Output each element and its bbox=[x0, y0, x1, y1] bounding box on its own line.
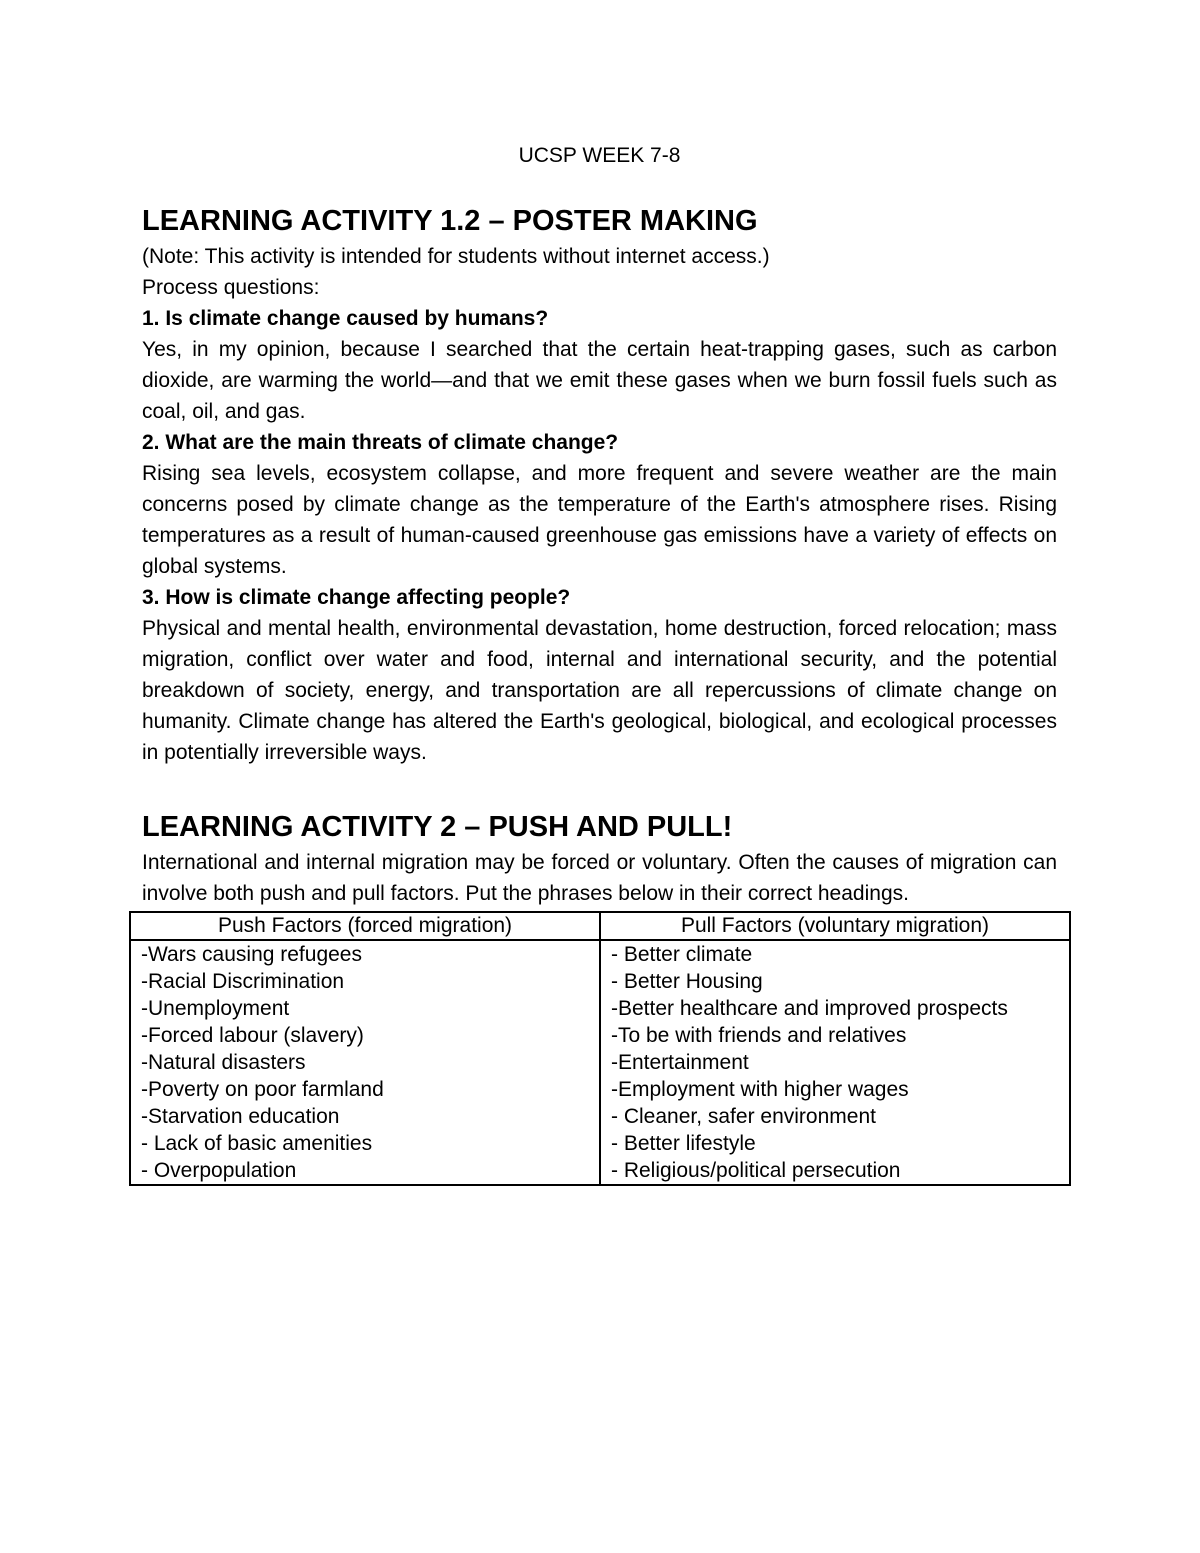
process-questions-label: Process questions: bbox=[142, 276, 320, 299]
document-page bbox=[142, 142, 1057, 1186]
section-spacer bbox=[142, 768, 1057, 810]
activity2-heading: LEARNING ACTIVITY 2 – PUSH AND PULL! bbox=[142, 811, 733, 843]
push-factor-item: -Poverty on poor farmland bbox=[141, 1078, 384, 1101]
activity2-intro: International and internal migration may be forced or voluntary. Often the causes of migration can involve both push and pull factors. Put the phrases below in their correct headings. bbox=[142, 851, 1057, 905]
question-3: 3. How is climate change affecting people? bbox=[142, 586, 571, 609]
push-factor-item: -Starvation education bbox=[141, 1105, 340, 1128]
push-factor-item: -Wars causing refugees bbox=[141, 943, 362, 966]
table-row bbox=[130, 940, 1070, 1185]
push-pull-table bbox=[129, 911, 1071, 1186]
pull-factors-header: Pull Factors (voluntary migration) bbox=[600, 912, 1070, 940]
question-2: 2. What are the main threats of climate change? bbox=[142, 431, 619, 454]
pull-factor-item: -Employment with higher wages bbox=[611, 1078, 909, 1101]
pull-factor-item: -Better healthcare and improved prospects bbox=[611, 997, 1008, 1020]
pull-factor-item: -Entertainment bbox=[611, 1051, 749, 1074]
table-header-row bbox=[130, 912, 1070, 940]
pull-factor-item: - Better lifestyle bbox=[611, 1132, 756, 1155]
answer-1: Yes, in my opinion, because I searched that the certain heat-trapping gases, such as carbon dioxide, are warming the world—and that we emit these gases when we burn fossil fuels such as coal, oil, and gas. bbox=[142, 338, 1057, 423]
push-factor-item: -Forced labour (slavery) bbox=[141, 1024, 364, 1047]
answer-2: Rising sea levels, ecosystem collapse, and more frequent and severe weather are the main concerns posed by climate change as the temperature of the Earth's atmosphere rises. Rising temperatures as a result of human-caused greenhouse gas emissions have a variety of effects on global systems. bbox=[142, 462, 1057, 578]
question-1: 1. Is climate change caused by humans? bbox=[142, 307, 549, 330]
pull-factor-item: - Cleaner, safer environment bbox=[611, 1105, 876, 1128]
answer-3: Physical and mental health, environmental devastation, home destruction, forced relocation; mass migration, conflict over water and food, internal and international security, and the potential breakdown of society, energy, and transportation are all repercussions of climate change on humanity. Climate change has altered the Earth's geological, biological, and ecological processes in potentially irreversible ways. bbox=[142, 617, 1057, 764]
activity1-heading: LEARNING ACTIVITY 1.2 – POSTER MAKING bbox=[142, 205, 758, 237]
pull-factor-item: - Religious/political persecution bbox=[611, 1159, 901, 1182]
push-factor-item: -Racial Discrimination bbox=[141, 970, 345, 993]
pull-factor-item: - Better climate bbox=[611, 943, 753, 966]
push-factor-item: -Unemployment bbox=[141, 997, 290, 1020]
push-factor-item: - Lack of basic amenities bbox=[141, 1132, 373, 1155]
push-factors-cell bbox=[130, 940, 600, 1185]
push-factor-item: - Overpopulation bbox=[141, 1159, 297, 1182]
push-factor-item: -Natural disasters bbox=[141, 1051, 306, 1074]
pull-factor-item: -To be with friends and relatives bbox=[611, 1024, 907, 1047]
pull-factors-cell bbox=[600, 940, 1070, 1185]
push-factors-header: Push Factors (forced migration) bbox=[130, 912, 600, 940]
activity1-note: (Note: This activity is intended for students without internet access.) bbox=[142, 245, 770, 268]
pull-factor-item: - Better Housing bbox=[611, 970, 763, 993]
document-title: UCSP WEEK 7-8 bbox=[518, 144, 681, 167]
